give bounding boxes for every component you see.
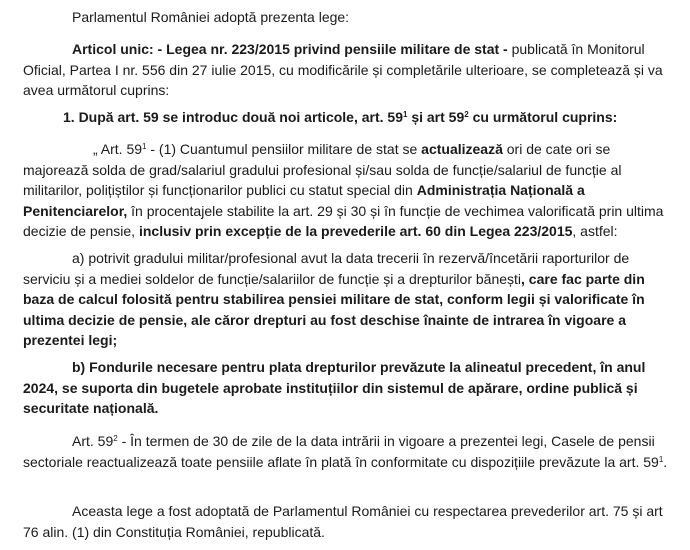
articol-unic-lead: Articol unic: - Legea nr. 223/2015 privind pensiile militare de stat - xyxy=(72,41,508,57)
closing-paragraph: Aceasta lege a fost adoptată de Parlamentul României cu respectarea prevederilor art. 75 și art 76 alin. (1) din Constituția României, republicată. xyxy=(23,503,663,540)
intro-paragraph: Parlamentul României adoptă prezenta lege: xyxy=(72,9,350,25)
litera-b-paragraph: b) Fondurile necesare pentru plata drepturilor prevăzute la alineatul precedent, în anul 2024, se suporta din bugetele aprobate instituțiilor din sistemul de apărare, ordine publică și securitate națională. xyxy=(23,359,646,416)
articol-unic-paragraph xyxy=(23,39,673,101)
point-1-heading: 1. După art. 59 se introduc două noi articole, art. $59^1$ și art $59^2$ cu următorul cuprins: xyxy=(63,109,618,125)
art-59-1-paragraph: „ Art. $59^1 - (1)$ Cuantumul pensiilor militare de stat se actualizează ori de cate ori se majorează solda de grad/salariul gradului profesional și/sau solda de funcție/salariul de funcție al militarilor, polițiștilor și funcționarilor publici cu statut special din Administrația Națională a Penitenciarelor, în procentajele stabilite la art. 29 și 30 și în funcție de vechimea valorificată prin ultima decizie de pensie, inclusiv prin excepție de la prevederile art. 60 din Legea 223/2015, astfel: xyxy=(23,141,664,239)
litera-a-paragraph: a) potrivit gradului militar/profesional avut la data trecerii în rezervă/încetării raporturilor de serviciu și a mediei soldelor de funcție/salariilor de funcție și a drepturilor bănești, care fac parte din baza de calcul folosită pentru stabilirea pensiei militare de stat, conform legii și valorificate în ultima decizie de pensie, ale căror drepturi au fost deschise înainte de intrarea în vigoare a prezentei legi; xyxy=(23,250,645,348)
art-59-2-paragraph: Art. $59^2$ - În termen de 30 de zile de la data intrării in vigoare a prezentei legi, Casele de pensii sectoriale reactualizează toate pensiile aflate în plată în conformitate cu dispozițiile prevăzute la art. $59^1$. xyxy=(23,433,668,470)
articol-unic-text: publicată în Monitorul Oficial, Partea I nr. 556 din 27 iulie 2015, cu modificările și completările ulterioare, se completează și va avea următorul cuprins: xyxy=(23,41,663,98)
